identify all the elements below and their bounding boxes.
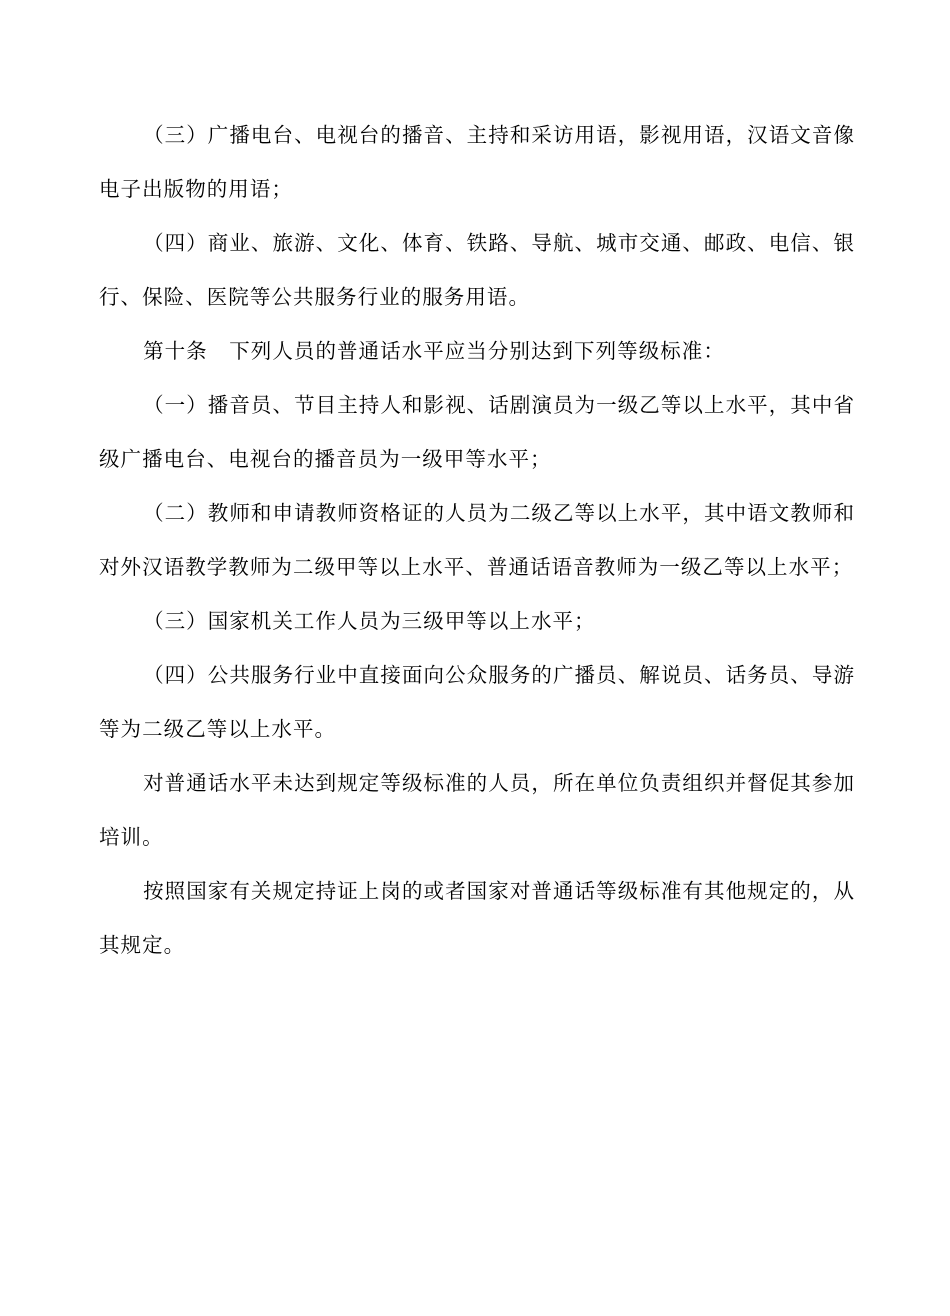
paragraph-other-regulations: 按照国家有关规定持证上岗的或者国家对普通话等级标准有其他规定的，从其规定。: [99, 879, 855, 957]
paragraph-service-staff-standard: （四）公共服务行业中直接面向公众服务的广播员、解说员、话务员、导游等为二级乙等以上水平。: [99, 663, 855, 741]
document-body: [99, 108, 855, 972]
paragraph-teachers-standard: （二）教师和申请教师资格证的人员为二级乙等以上水平，其中语文教师和对外汉语教学教师为二级甲等以上水平、普通话语音教师为一级乙等以上水平；: [99, 501, 855, 579]
paragraph-training-requirement: 对普通话水平未达到规定等级标准的人员，所在单位负责组织并督促其参加培训。: [99, 771, 855, 849]
paragraph-article-10: 第十条 下列人员的普通话水平应当分别达到下列等级标准：: [143, 339, 725, 363]
paragraph-broadcasters-standard: （一）播音员、节目主持人和影视、话剧演员为一级乙等以上水平，其中省级广播电台、电视台的播音员为一级甲等水平；: [99, 393, 855, 471]
paragraph-public-service-terms: （四）商业、旅游、文化、体育、铁路、导航、城市交通、邮政、电信、银行、保险、医院等公共服务行业的服务用语。: [99, 231, 855, 309]
paragraph-broadcast-terms: （三）广播电台、电视台的播音、主持和采访用语，影视用语，汉语文音像电子出版物的用语；: [99, 123, 855, 201]
paragraph-civil-servants-standard: （三）国家机关工作人员为三级甲等以上水平；: [143, 609, 596, 633]
